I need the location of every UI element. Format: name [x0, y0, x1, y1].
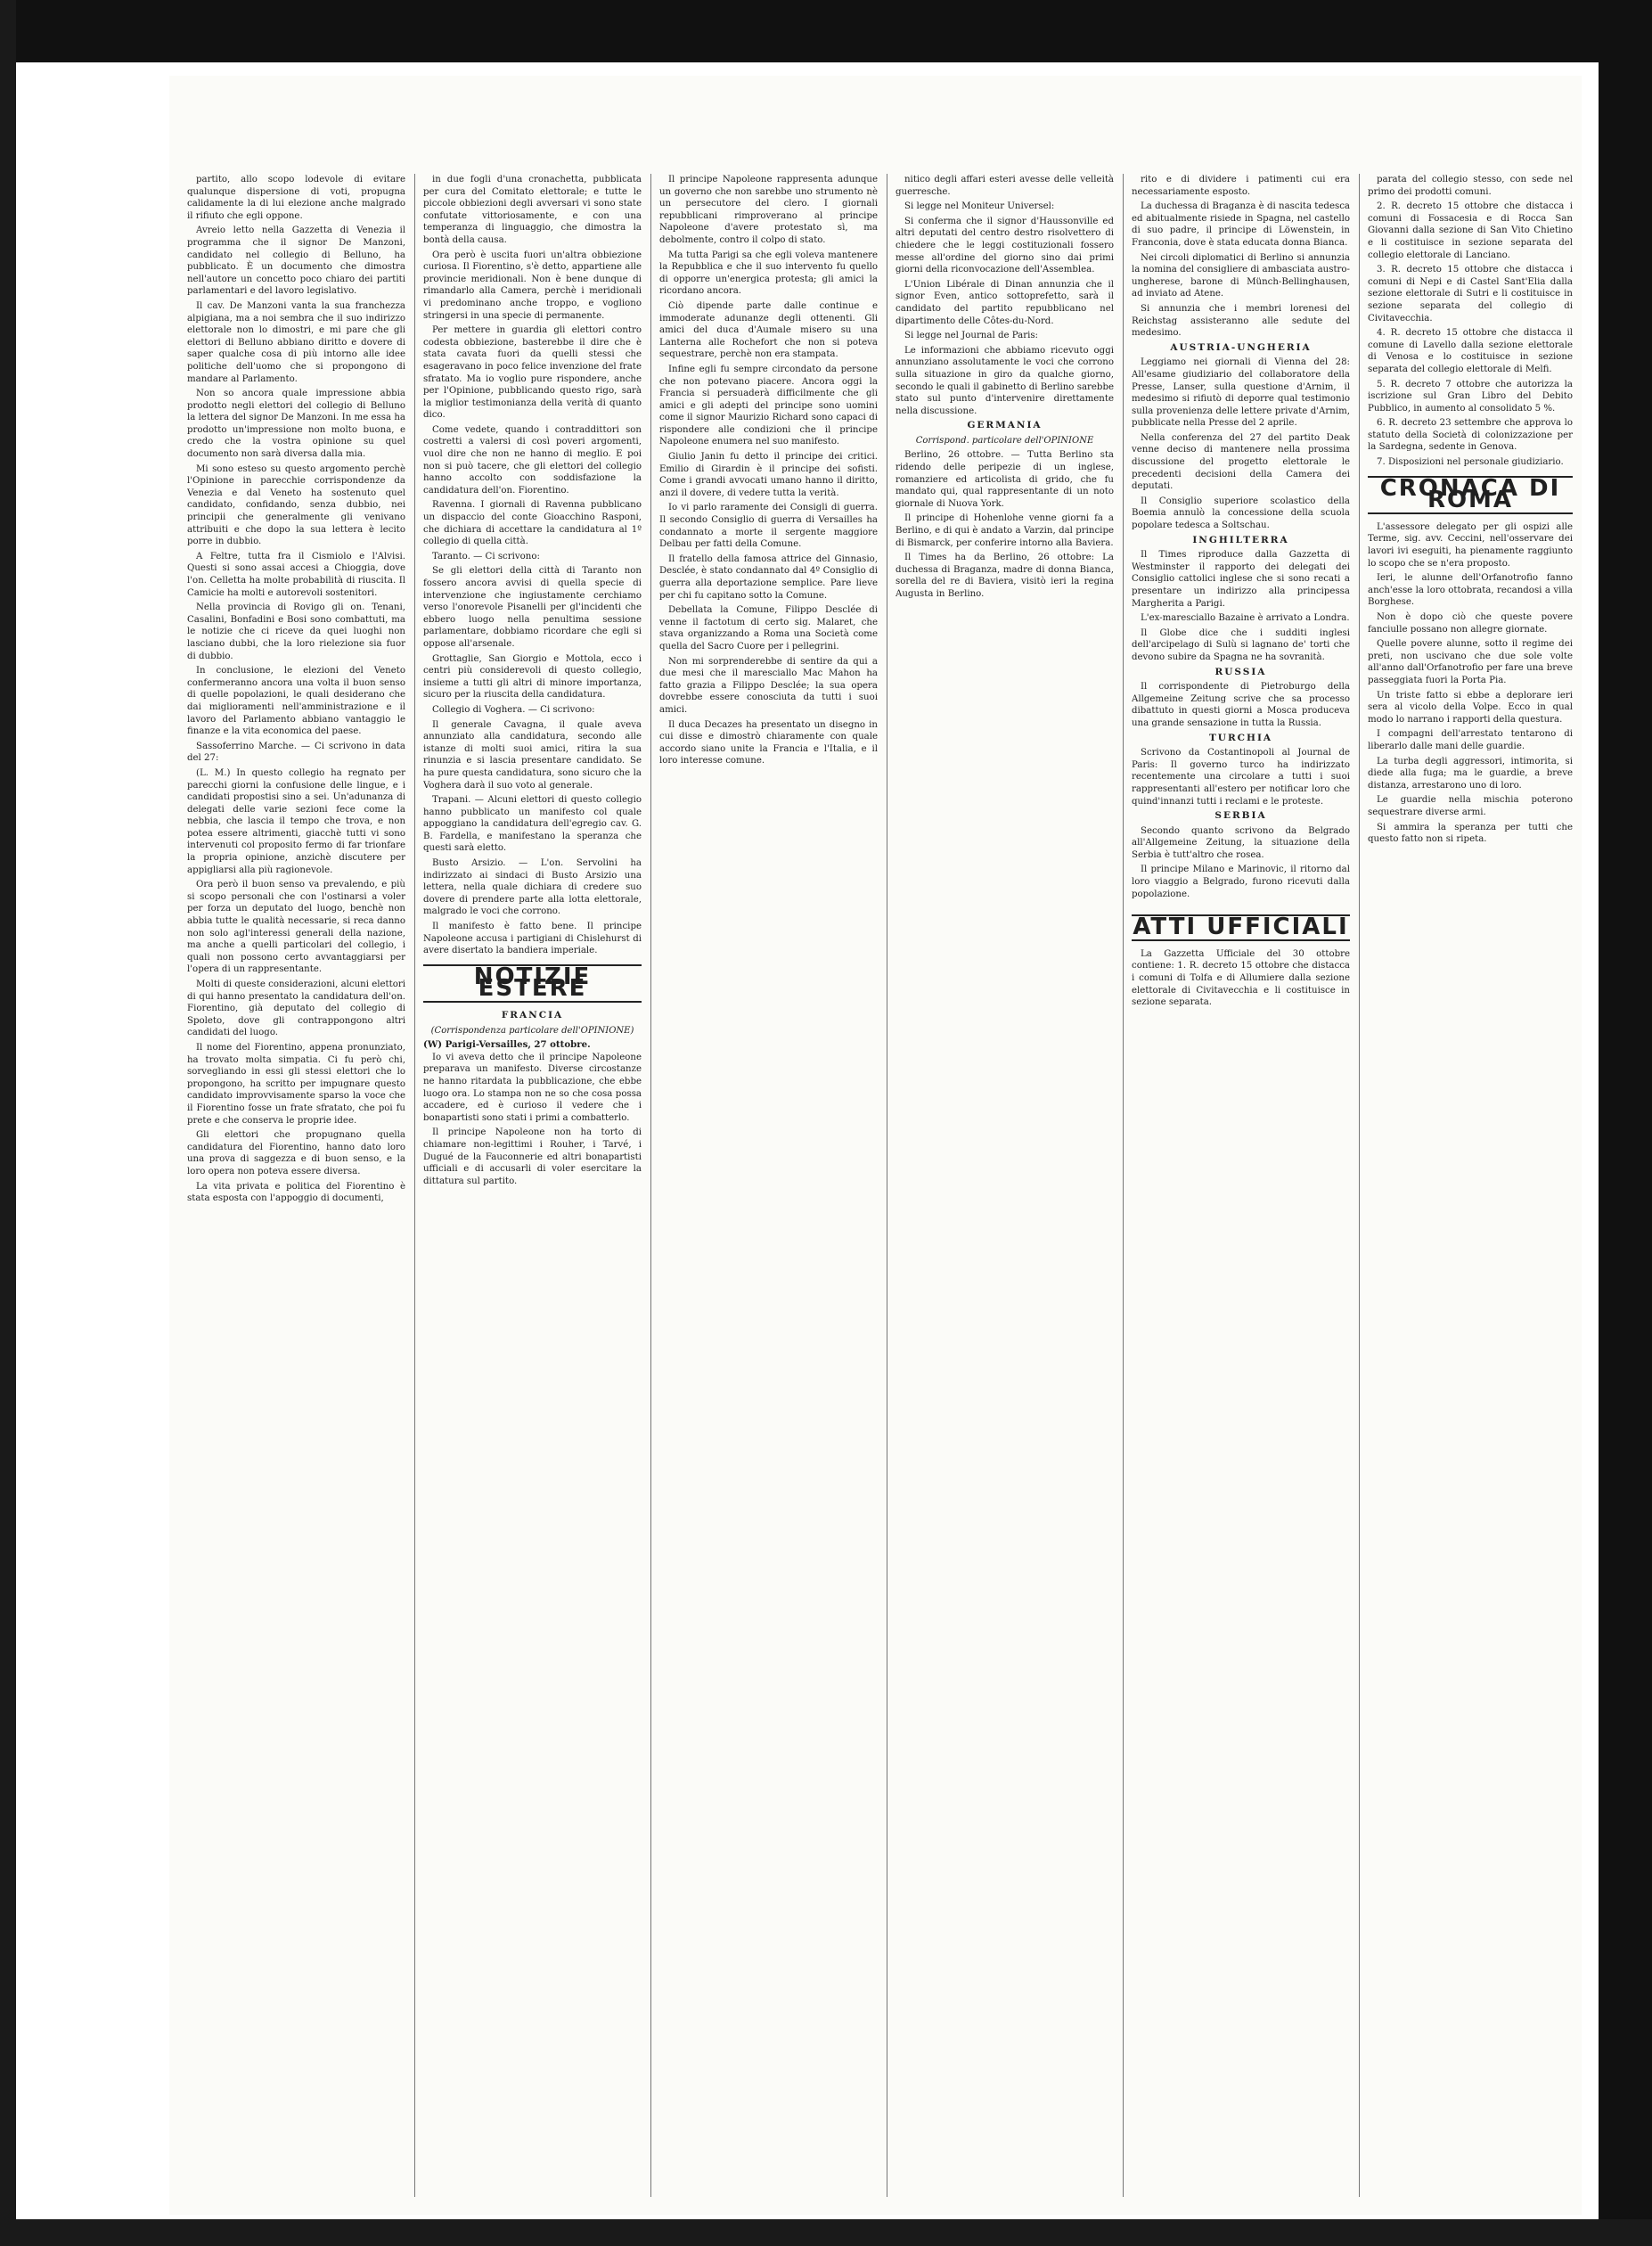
article-paragraph: Infine egli fu sempre circondato da persone che non potevano piacere. Ancora oggi la Francia si persuaderà difficilmente che gli amici e gli adepti del principe sono uomini come il signor Maurizio Richard sono capaci di rispondere alle condizioni che il principe Napoleone enumera nel suo manifesto. — [659, 364, 878, 447]
article-paragraph: Il fratello della famosa attrice del Ginnasio, Desclée, è stato condannato dal 4º Consiglio di guerra alla deportazione semplice. Pare lieve per chi fu capitano sotto la Comune. — [659, 553, 878, 601]
article-paragraph: Nella provincia di Rovigo gli on. Tenani, Casalini, Bonfadini e Bosi sono combattuti, ma le notizie che ci riceve da quei luoghi non lasciano dubbi, che la loro rielezione sia fuor di dubbio. — [187, 602, 405, 661]
atti-ufficiali-text: La Gazzetta Ufficiale del 30 ottobre contiene: 1. R. decreto 15 ottobre che distacca i comuni di Tolfa e di Allumiere dalla sezione elettorale di Civitavecchia e li costituisce in sezione separata. — [1132, 948, 1350, 1008]
article-paragraph: Non mi sorprenderebbe di sentire da qui a due mesi che il maresciallo Mac Mahon ha fatto grazia a Filippo Desclée; la sua opera dovrebbe essere conosciuta da tutti i suoi amici. — [659, 656, 878, 715]
article-paragraph: L'Union Libérale di Dinan annunzia che il signor Even, antico sottoprefetto, sarà il candidato del partito repubblicano nel dipartimento delle Côtes-du-Nord. — [896, 279, 1114, 326]
article-paragraph: Giulio Janin fu detto il principe dei critici. Emilio di Girardin è il principe dei sofisti. Come i grandi avvocati umano hanno il diritto, anzi il dovere, di vedere tutta la verità. — [659, 452, 878, 498]
article-paragraph: Trapani. — Alcuni elettori di questo collegio hanno pubblicato un manifesto col quale appoggiano la candidatura dell'egregio cav. G. B. Fardella, e manifestano la speranza che questi sarà eletto. — [423, 795, 642, 854]
article-paragraph: Ora però è uscita fuori un'altra obbiezione curiosa. Il Fiorentino, s'è detto, appartiene alle provincie meridionali. Non è bene dunque di rimandarlo alla Camera, perchè i meridionali vi predominano anche troppo, e vogliono stringersi in una specie di permanente. — [423, 250, 642, 321]
article-paragraph: Nei circoli diplomatici di Berlino si annunzia la nomina del consigliere di ambasciata austro-ungherese, barone di Münch-Bellinghausen, ad inviato ad Atene. — [1132, 252, 1350, 299]
article-paragraph: Io vi parlo raramente dei Consigli di guerra. Il secondo Consiglio di guerra di Versailles ha condannato a morte il sergente maggiore Delbau per fatti della Comune. — [659, 503, 878, 550]
article-paragraph: Scrivono da Costantinopoli al Journal de Paris: Il governo turco ha indirizzato recentemente una circolare a tutti i suoi rappresentanti all'estero per notificar loro che quind'innanzi tutti i reclami e le proteste. — [1132, 748, 1350, 807]
article-paragraph: Gli elettori che propugnano quella candidatura del Fiorentino, hanno dato loro una prova di saggezza e di buon senso, e la loro opera non poteva essere diversa. — [187, 1130, 405, 1176]
article-paragraph: I compagni dell'arrestato tentarono di liberarlo dalle mani delle guardie. — [1368, 729, 1573, 751]
article-paragraph: Come vedete, quando i contraddittori son costretti a valersi di così poveri argomenti, vuol dire che non ne hanno di meglio. E poi non si può tacere, che gli elettori del collegio hanno accolto con soddisfazione la candidatura dell'on. Fiorentino. — [423, 424, 642, 496]
article-paragraph: Si ammira la speranza per tutti che questo fatto non si ripeta. — [1368, 822, 1573, 845]
article-paragraph: Ieri, le alunne dell'Orfanotrofio fanno anch'esse la loro ottobrata, recandosi a villa Borghese. — [1368, 573, 1573, 608]
article-paragraph: Taranto. — Ci scrivono: — [432, 551, 540, 562]
column-2-body — [423, 174, 642, 957]
article-paragraph: Collegio di Voghera. — Ci scrivono: — [432, 704, 595, 715]
article-paragraph: In conclusione, le elezioni del Veneto confermeranno ancora una volta il buon senso di quelle popolazioni, le quali desiderano che dai miglioramenti nell'amministrazione e il lavoro del Parlamento abbiano vantaggio le finanze e la vita economica del paese. — [187, 666, 405, 737]
article-paragraph: nitico degli affari esteri avesse delle velleità guerresche. — [896, 175, 1114, 197]
article-paragraph: Le guardie nella mischia poterono sequestrare diverse armi. — [1368, 795, 1573, 817]
article-paragraph: Avreio letto nella Gazzetta di Venezia il programma che il signor De Manzoni, candidato nel collegio di Belluno, ha pubblicato. È un documento che dimostra nell'autore un concetto poco chiaro dei partiti parlamentari e del lavoro legislativo. — [187, 225, 405, 297]
article-paragraph: Le informazioni che abbiamo ricevuto oggi annunziano assolutamente le voci che corrono sulla situazione in giro da qualche giorno, secondo le quali il gabinetto di Berlino sarebbe stato sul punto d'intervenire direttamente nella discussione. — [896, 345, 1114, 416]
column-rule — [1123, 174, 1124, 2197]
article-paragraph: (L. M.) In questo collegio ha regnato per parecchi giorni la confusione delle lingue, e i candidati propostisi sino a sei. Un'adunanza di delegati delle varie sezioni fece come la nebbia, che lascia il tempo che trova, e non potea essere altrimenti, giacchè tutti vi sono intervenuti col proposito fermo di far trionfare la propria opinione, anzichè discutere per appigliarsi alla più ragionevole. — [187, 767, 405, 875]
article-paragraph: Secondo quanto scrivono da Belgrado all'Allgemeine Zeitung, la situazione della Serbia è tutt'altro che rosea. — [1132, 825, 1350, 860]
notizie-estere-heading: NOTIZIE ESTERE — [423, 964, 642, 1003]
article-paragraph: Per mettere in guardia gli elettori contro codesta obbiezione, basterebbe il dire che è stata cavata fuori da quelli stessi che esageravano in poco felice invenzione del frate sfratato. Ma io voglio pure rispondere, anche per l'Opinione, pubblicando questo rigo, sarà la miglior testimonianza della verità di quanto dico. — [423, 325, 642, 421]
article-paragraph: Corrispond. particolare dell'OPINIONE — [915, 435, 1094, 446]
article-paragraph: Grottaglie, San Giorgio e Mottola, ecco i centri più considerevoli di questo collegio, insieme a tutti gli altri di minore importanza, sicuro per la riuscita della candidatura. — [423, 653, 642, 701]
article-paragraph: Ma tutta Parigi sa che egli voleva mantenere la Repubblica e che il suo intervento fu quello di opporre un'energica protesta; gli amici la ricordano ancora. — [659, 250, 878, 297]
article-paragraph: La duchessa di Braganza è di nascita tedesca ed abitualmente risiede in Spagna, nel castello di suo padre, il principe di Löwenstein, in Franconia, dove è stata educata donna Bianca. — [1132, 201, 1350, 248]
article-paragraph: Mi sono esteso su questo argomento perchè l'Opinione in parecchie corrispondenze da Venezia e dal Veneto ha sostenuto quel candidato, confidando, senza dubbio, nei principii che generalmente gli venivano attribuiti e che dopo la sua lettera è lecito porre in dubbio. — [187, 463, 405, 547]
scan-border-right — [1599, 0, 1652, 2246]
column-6 — [1368, 174, 1573, 2197]
francia-byline: (Corrispondenza particolare dell'OPINIONE) — [430, 1025, 634, 1036]
article-paragraph: Si conferma che il signor d'Haussonville ed altri deputati del centro destro risolvettero di chiedere che le leggi costituzionali fossero messe all'ordine del giorno sino dai primi giorni della riconvocazione dell'Assemblea. — [896, 216, 1114, 275]
country-heading: SERBIA — [1214, 810, 1267, 822]
country-heading: AUSTRIA-UNGHERIA — [1170, 341, 1312, 353]
article-paragraph: Molti di queste considerazioni, alcuni elettori di qui hanno presentato la candidatura dell'on. Fiorentino, già deputato del collegio di Spoleto, dove gli contrappongono altri candidati del luogo. — [187, 980, 405, 1038]
article-paragraph: Il Globe dice che i sudditi inglesi dell'arcipelago di Sulù si lagnano de' torti che devono subire da Spagna ne ha sovranità. — [1132, 627, 1350, 662]
article-paragraph: Il principe di Hohenlohe venne giorni fa a Berlino, e di qui è andato a Varzin, dal principe di Bismarck, per conferire intorno alla Baviera. — [896, 513, 1114, 548]
column-rule — [414, 174, 415, 2197]
column-2-after — [423, 1052, 642, 1188]
article-paragraph: Il corrispondente di Pietroburgo della Allgemeine Zeitung scrive che sa processo dibattuto in questi giorni a Mosca produceva una grande sensazione in tutta la Russia. — [1132, 682, 1350, 728]
article-paragraph: Non è dopo ciò che queste povere fanciulle possano non allegre giornate. — [1368, 612, 1573, 635]
francia-dateline: (W) Parigi-Versailles, 27 ottobre. — [423, 1039, 591, 1051]
article-paragraph: 4. R. decreto 15 ottobre che distacca il comune di Lavello dalla sezione elettorale di Venosa e lo costituisce in sezione separata del collegio elettorale di Melfi. — [1368, 328, 1573, 374]
column-5-body — [1132, 174, 1350, 900]
article-paragraph: rito e di dividere i patimenti cui era necessariamente esposto. — [1132, 175, 1350, 197]
column-1-body — [187, 174, 405, 1205]
article-paragraph: Il principe Napoleone non ha torto di chiamare non-legittimi i Rouher, i Tarvé, i Dugué de la Fauconnerie ed altri bonapartisti ufficiali e di accusarli di voler esercitare la dittatura sul partito. — [423, 1127, 642, 1186]
article-paragraph: Nella conferenza del 27 del partito Deak venne deciso di mantenere nella prossima discussione del progetto elettorale le precedenti decisioni della Camera dei deputati. — [1132, 432, 1350, 492]
article-paragraph: parata del collegio stesso, con sede nel primo dei prodotti comuni. — [1368, 175, 1573, 197]
article-paragraph: in due fogli d'una cronachetta, pubblicata per cura del Comitato elettorale; e tutte le piccole obbiezioni degli avversari vi sono state confutate vittoriosamente, e con una temperanza di linguaggio, che dimostra la bontà della causa. — [423, 175, 642, 245]
atti-ufficiali-heading: ATTI UFFICIALI — [1133, 914, 1349, 941]
article-paragraph: Si legge nel Moniteur Universel: — [904, 201, 1055, 212]
article-paragraph: partito, allo scopo lodevole di evitare qualunque dispersione di voti, propugna calidamente la di lui elezione anche malgrado il rifiuto che egli oppone. — [187, 175, 405, 221]
column-3 — [659, 174, 878, 2197]
scan-border-left — [0, 0, 16, 2246]
article-paragraph: Un triste fatto si ebbe a deplorare ieri sera al vicolo della Volpe. Ecco in qual modo lo narrano i rapporti della questura. — [1368, 690, 1573, 725]
article-paragraph: 5. R. decreto 7 ottobre che autorizza la iscrizione sul Gran Libro del Debito Pubblico, in aumento al consolidato 5 %. — [1368, 379, 1573, 414]
article-paragraph: Busto Arsizio. — L'on. Servolini ha indirizzato ai sindaci di Busto Arsizio una lettera, nella quale dichiara di credere suo dovere di prendere parte alla lotta elettorale, malgrado le voci che corrono. — [423, 858, 642, 917]
article-paragraph: Il cav. De Manzoni vanta la sua franchezza alpigiana, ma a noi sembra che il suo indirizzo elettorale non lo dimostri, e mi pare che gli elettori di Belluno abbiano diritto e dovere di saper qualche cosa di più intorno alle idee politiche dell'uomo che si propongono di mandare al Parlamento. — [187, 300, 405, 384]
article-paragraph: Berlino, 26 ottobre. — Tutta Berlino sta ridendo delle peripezie di un inglese, romanziere ed articolista di grido, che fu mandato qui, qual rappresentante di un noto giornale di Nuova York. — [896, 450, 1114, 509]
column-4-body — [896, 174, 1114, 601]
article-paragraph: 3. R. decreto 15 ottobre che distacca i comuni di Nepi e di Castel Sant'Elia dalla sezione elettorale di Sutri e li costituisce in sezione separata del collegio di Civitavecchia. — [1368, 265, 1573, 324]
country-heading: RUSSIA — [1214, 666, 1267, 677]
article-paragraph: Si annunzia che i membri lorenesi del Reichstag assisteranno alle sedute del medesimo. — [1132, 303, 1350, 339]
article-paragraph: Ravenna. I giornali di Ravenna pubblicano un dispaccio del conte Gioacchino Rasponi, che dichiara di accettare la candidatura al 1º collegio di quella città. — [423, 500, 642, 547]
column-6-after — [1368, 521, 1573, 846]
article-paragraph: Non so ancora quale impressione abbia prodotto negli elettori del collegio di Belluno la lettera del signor De Manzoni. In me essa ha prodotto un'impressione non molto buona, e credo che la vostra opinione su quel documento non sarà diversa dalla mia. — [187, 389, 405, 460]
article-paragraph: Ora però il buon senso va prevalendo, e più si scopo personali che con l'ostinarsi a voler per forza un deputato del luogo, benchè non abbia tutte le qualità necessarie, si reca danno non solo agl'interessi generali della nazione, ma anche a quelli particolari del collegio, i quali non possono certo avvantaggiarsi per l'opera di un rappresentante. — [187, 880, 405, 975]
country-heading: INGHILTERRA — [1192, 534, 1289, 545]
article-paragraph: Il principe Milano e Marinovic, il ritorno dal loro viaggio a Belgrado, furono ricevuti dalla popolazione. — [1132, 865, 1350, 899]
newspaper-page — [169, 76, 1582, 2215]
article-paragraph: L'ex-maresciallo Bazaine è arrivato a Londra. — [1141, 613, 1350, 624]
column-rule — [650, 174, 651, 2197]
country-heading: TURCHIA — [1208, 732, 1273, 743]
article-paragraph: Si legge nel Journal de Paris: — [904, 331, 1038, 341]
scan-border-top — [0, 0, 1652, 62]
article-paragraph: Quelle povere alunne, sotto il regime dei preti, non uscivano che due sole volte all'anno dall'Orfanotrofio per fare una breve passeggiata fuori la Porta Pia. — [1368, 639, 1573, 685]
article-paragraph: La turba degli aggressori, intimorita, si diede alla fuga; ma le guardie, a breve distanza, arrestarono uno di loro. — [1368, 756, 1573, 791]
article-paragraph: Il manifesto è fatto bene. Il principe Napoleone accusa i partigiani di Chislehurst di avere disertato la bandiera imperiale. — [423, 922, 642, 956]
article-paragraph: Il Times riproduce dalla Gazzetta di Westminster il rapporto dei delegati dei Consiglio cattolici inglese che si sono recati a presentare un indirizzo alla principessa Margherita a Parigi. — [1132, 550, 1350, 609]
column-6-body — [1368, 174, 1573, 469]
scan-border-bottom — [0, 2219, 1652, 2246]
article-paragraph: Io vi aveva detto che il principe Napoleone preparava un manifesto. Diverse circostanze ne hanno ritardata la pubblicazione, che ebbe luogo ora. Lo stampa non ne so che cosa possa accadere, ed è curioso il vedere che i bonapartisti sono stati i primi a combatterlo. — [423, 1052, 642, 1123]
article-paragraph: L'assessore delegato per gli ospizi alle Terme, sig. avv. Ceccini, nell'osservare dei lavori ivi eseguiti, ha pienamente raggiunto lo scopo che se n'era proposto. — [1368, 521, 1573, 569]
article-paragraph: Sassoferrino Marche. — Ci scrivono in data del 27: — [187, 741, 405, 764]
article-paragraph: Leggiamo nei giornali di Vienna del 28: All'esame giudiziario del collaboratore della Presse, Lanser, sulla questione d'Arnim, il medesimo si rifiutò di deporre qual testimonio sulla provenienza delle lettere private d'Arnim, pubblicate nella Presse del 2 aprile. — [1132, 357, 1350, 429]
article-paragraph: Il nome del Fiorentino, appena pronunziato, ha trovato molta simpatia. Ci fu però chi, sorvegliando in essi gli stessi elettori che lo propongono, ha scritto per impugnare questo candidato improvvisamente sparso la voce che il Fiorentino fosse un frate sfratato, che poi fu prete e che conserva le proprie idee. — [187, 1042, 405, 1126]
francia-heading: FRANCIA — [501, 1010, 564, 1021]
column-5 — [1132, 174, 1350, 2197]
column-4 — [896, 174, 1114, 2197]
article-paragraph: A Feltre, tutta fra il Cismiolo e l'Alvisi. Questi si sono assai accesi a Chioggia, dove l'on. Celletta ha molte probabilità di riuscita. Il Camicie ha molti e autorevoli sostenitori. — [187, 551, 405, 598]
column-1 — [187, 174, 405, 2197]
article-paragraph: La vita privata e politica del Fiorentino è stata esposta con l'appoggio di documenti, — [187, 1181, 405, 1204]
article-paragraph: Ciò dipende parte dalle continue e immoderate adunanze degli ottenenti. Gli amici del duca d'Aumale misero su una Lanterna alle Rochefort che non si poteva sequestrare, perchè non era stampata. — [659, 300, 878, 360]
article-paragraph: Il generale Cavagna, il quale aveva annunziato alla candidatura, secondo alle istanze di molti suoi amici, ritira la sua rinunzia e si lascia presentare candidato. Se ha pure questa candidatura, sono sicuro che la Voghera darà il suo voto al generale. — [423, 719, 642, 791]
column-rule — [1359, 174, 1360, 2197]
country-heading: GERMANIA — [967, 420, 1043, 431]
column-3-body — [659, 174, 878, 767]
article-paragraph: 7. Disposizioni nel personale giudiziario. — [1377, 457, 1564, 468]
column-2 — [423, 174, 642, 2197]
article-paragraph: Il principe Napoleone rappresenta adunque un governo che non sarebbe uno strumento nè un persecutore del clero. I giornali repubblicani rimproverano al principe Napoleone d'avere protestato sì, ma debolmente, contro il colpo di stato. — [659, 175, 878, 245]
article-paragraph: 6. R. decreto 23 settembre che approva lo statuto della Società di colonizzazione per la Sardegna, sedente in Genova. — [1368, 418, 1573, 453]
article-paragraph: Il Times ha da Berlino, 26 ottobre: La duchessa di Braganza, madre di donna Bianca, sorella del re di Baviera, visitò ieri la regina Augusta in Berlino. — [896, 553, 1114, 599]
article-paragraph: Se gli elettori della città di Taranto non fossero ancora avvisi di quella specie di intervenzione che ingiustamente cerchiamo verso l'onorevole Pisanelli per gl'incidenti che ebbero luogo nella penultima sessione parlamentare, dobbiamo ricordare che egli si oppose all'arsenale. — [423, 566, 642, 649]
article-paragraph: Il Consiglio superiore scolastico della Boemia annulò la concessione della scuola popolare tedesca a Soltschau. — [1132, 496, 1350, 531]
article-paragraph: Il duca Decazes ha presentato un disegno in cui disse e dimostrò chiaramente con quale accordo siano unite la Francia e l'Italia, e il loro interesse comune. — [659, 719, 878, 766]
article-paragraph: Debellata la Comune, Filippo Desclée di venne il factotum di certo sig. Malaret, che stava organizzando a Roma una Società come quella del Sacro Cuore per i pellegrini. — [659, 605, 878, 652]
article-paragraph: 2. R. decreto 15 ottobre che distacca i comuni di Fossacesia e di Rocca San Giovanni dalla sezione di San Vito Chietino e li costituisce in sezione separata del collegio elettorale di Lanciano. — [1368, 201, 1573, 260]
cronaca-di-roma-heading: CRONACA DI ROMA — [1368, 476, 1573, 514]
